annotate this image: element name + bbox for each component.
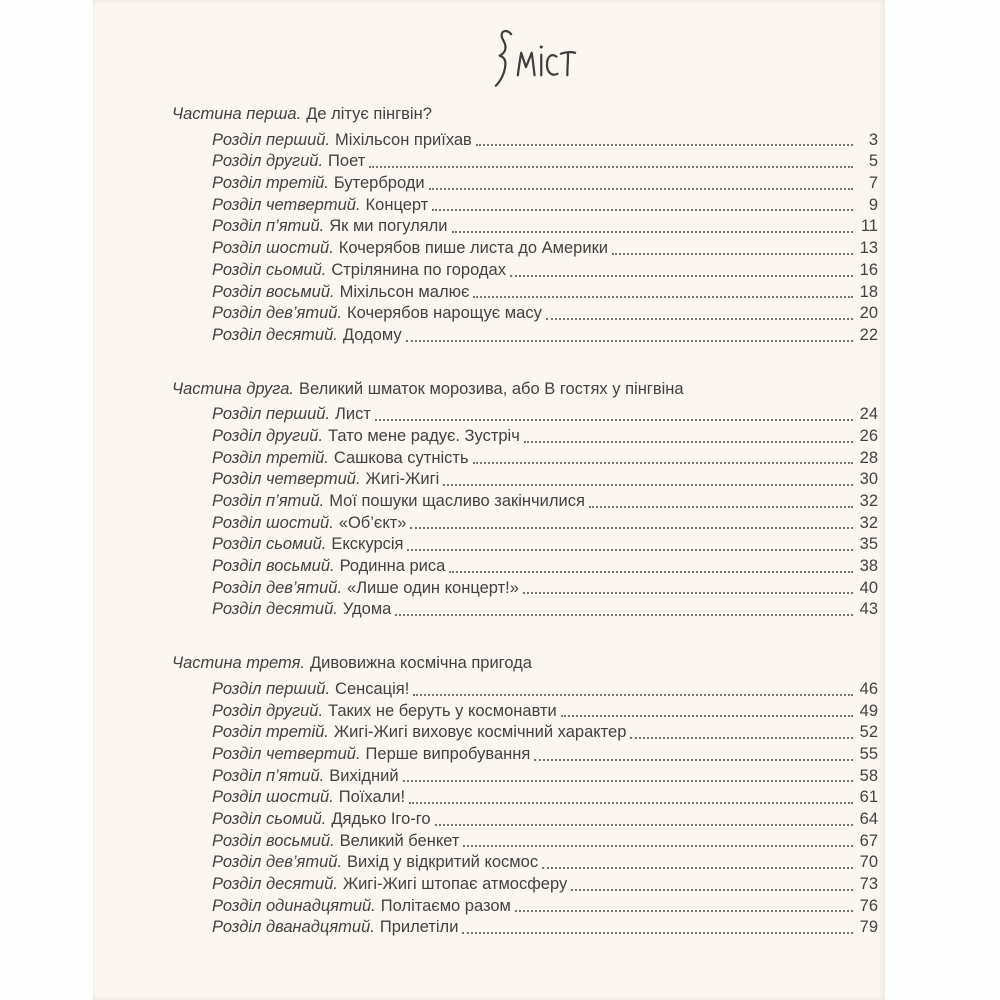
toc-content xyxy=(93,26,885,939)
toc-entry xyxy=(212,325,878,347)
part-label: Частина перша. xyxy=(172,105,302,123)
toc-entry xyxy=(212,491,878,513)
dot-leader xyxy=(589,506,853,508)
chapter-label: Розділ перший. xyxy=(212,130,331,149)
part-heading xyxy=(172,379,878,401)
toc-entry xyxy=(212,469,878,491)
page-number: 52 xyxy=(859,723,878,742)
page-number: 79 xyxy=(859,918,878,937)
toc-entry xyxy=(212,874,878,896)
toc-entry xyxy=(212,599,878,621)
page-number: 28 xyxy=(859,448,878,467)
page-title-text xyxy=(482,26,483,27)
chapter-label: Розділ п’ятий. xyxy=(212,217,325,236)
page-number: 30 xyxy=(859,470,878,489)
book-page xyxy=(93,0,885,1000)
toc-entry xyxy=(212,260,878,282)
dot-leader xyxy=(449,571,853,573)
toc-entry xyxy=(212,534,878,556)
chapter-label: Розділ дев’ятий. xyxy=(212,578,343,597)
dot-leader xyxy=(476,144,853,146)
dot-leader xyxy=(452,231,853,233)
toc-entry xyxy=(212,896,878,918)
toc-entry xyxy=(212,744,878,766)
chapter-label: Розділ четвертий. xyxy=(212,744,361,763)
chapter-title: Жигі-Жигі виховує космічний характер xyxy=(333,723,627,742)
chapter-label: Розділ шостий. xyxy=(212,513,334,532)
page-number: 76 xyxy=(859,896,878,915)
toc-entry xyxy=(212,426,878,448)
toc-entry xyxy=(212,679,878,701)
toc-entry xyxy=(212,701,878,723)
dot-leader xyxy=(429,188,853,190)
chapter-title: Поет xyxy=(328,152,366,171)
toc-entry xyxy=(212,151,878,173)
page-number: 73 xyxy=(859,875,878,894)
chapter-label: Розділ п’ятий. xyxy=(212,766,325,785)
toc-entry xyxy=(212,173,878,195)
dot-leader xyxy=(406,340,853,342)
chapter-title: Міхільсон приїхав xyxy=(335,130,472,149)
toc-entry xyxy=(212,722,878,744)
title-lettering-icon xyxy=(493,26,579,92)
chapter-title: Родинна риса xyxy=(339,557,446,576)
toc-part xyxy=(172,104,878,347)
page-number: 49 xyxy=(859,701,878,720)
part-heading xyxy=(172,104,878,126)
part-label: Частина третя. xyxy=(172,654,305,673)
dot-leader xyxy=(462,932,853,934)
chapter-label: Розділ десятий. xyxy=(212,875,338,894)
dot-leader xyxy=(515,910,853,912)
page-number: 32 xyxy=(859,492,878,511)
toc-entry xyxy=(212,809,878,831)
page-number: 38 xyxy=(859,557,878,576)
toc-entry xyxy=(212,282,878,304)
toc-entry xyxy=(212,303,878,325)
chapter-title: Дядько Іго-го xyxy=(331,809,431,828)
page-number: 24 xyxy=(859,405,878,424)
dot-leader xyxy=(510,275,853,277)
toc-entry xyxy=(212,130,878,152)
chapter-title: Жигі-Жигі xyxy=(365,470,440,489)
chapter-title: Поїхали! xyxy=(338,788,406,807)
chapter-title: Як ми погуляли xyxy=(329,217,448,236)
toc-entry xyxy=(212,238,878,260)
toc-entry xyxy=(212,831,878,853)
chapter-label: Розділ другий. xyxy=(212,701,324,720)
dot-leader xyxy=(571,889,853,891)
chapter-title: Екскурсія xyxy=(331,535,404,554)
chapter-label: Розділ третій. xyxy=(212,723,329,742)
dot-leader xyxy=(463,845,853,847)
chapter-label: Розділ третій. xyxy=(212,448,329,467)
chapter-list xyxy=(172,130,878,347)
dot-leader xyxy=(403,780,853,782)
chapter-label: Розділ другий. xyxy=(212,426,324,445)
chapter-label: Розділ шостий. xyxy=(212,239,334,258)
chapter-label: Розділ п’ятий. xyxy=(212,492,325,511)
page-number: 64 xyxy=(859,809,878,828)
chapter-title: Лист xyxy=(335,405,371,424)
chapter-title: Концерт xyxy=(365,195,429,214)
chapter-title: Додому xyxy=(342,325,402,344)
page-number: 35 xyxy=(859,535,878,554)
dot-leader xyxy=(523,592,853,594)
toc-entry xyxy=(212,216,878,238)
chapter-label: Розділ дванадцятий. xyxy=(212,918,375,937)
dot-leader xyxy=(407,549,853,551)
dot-leader xyxy=(546,318,853,320)
chapter-label: Розділ восьмий. xyxy=(212,282,335,301)
toc-entry xyxy=(212,852,878,874)
chapter-list xyxy=(172,404,878,621)
dot-leader xyxy=(443,484,853,486)
chapter-title: Сенсація! xyxy=(335,679,410,698)
dot-leader xyxy=(413,694,853,696)
page-number: 40 xyxy=(859,578,878,597)
page-number: 18 xyxy=(859,282,878,301)
page-number: 11 xyxy=(860,217,878,236)
page-number: 43 xyxy=(859,600,878,619)
toc-entry xyxy=(212,195,878,217)
part-title: Де літує пінгвін? xyxy=(306,105,432,123)
chapter-label: Розділ другий. xyxy=(212,152,324,171)
page-number: 61 xyxy=(859,788,878,807)
page-number: 7 xyxy=(868,174,878,193)
dot-leader xyxy=(612,253,853,255)
chapter-label: Розділ восьмий. xyxy=(212,831,335,850)
chapter-title: Таких не беруть у космонавти xyxy=(328,701,557,720)
chapter-title: Вихід у відкритий космос xyxy=(347,853,539,872)
chapter-label: Розділ сьомий. xyxy=(212,535,327,554)
chapter-title: Удома xyxy=(342,600,392,619)
chapter-label: Розділ четвертий. xyxy=(212,470,361,489)
page-number: 22 xyxy=(859,325,878,344)
dot-leader xyxy=(561,715,853,717)
chapter-title: Вихідний xyxy=(329,766,399,785)
toc-entry xyxy=(212,404,878,426)
chapter-label: Розділ перший. xyxy=(212,405,331,424)
chapter-label: Розділ дев’ятий. xyxy=(212,304,343,323)
toc-entry xyxy=(212,917,878,939)
dot-leader xyxy=(473,462,853,464)
chapter-title: «Лише один концерт!» xyxy=(347,578,519,597)
chapter-list xyxy=(172,679,878,939)
dot-leader xyxy=(542,867,853,869)
page-number: 5 xyxy=(868,152,878,171)
dot-leader xyxy=(409,802,853,804)
chapter-title: Міхільсон малює xyxy=(339,282,470,301)
toc-entry xyxy=(212,766,878,788)
chapter-title: Прилетіли xyxy=(379,918,459,937)
chapter-title: «Об’єкт» xyxy=(338,513,407,532)
dot-leader xyxy=(524,441,853,443)
toc-parts xyxy=(172,104,878,939)
chapter-label: Розділ дев’ятий. xyxy=(212,853,343,872)
part-heading xyxy=(172,653,878,675)
chapter-label: Розділ десятий. xyxy=(212,600,338,619)
chapter-title: Мої пошуки щасливо закінчилися xyxy=(329,492,585,511)
chapter-label: Розділ перший. xyxy=(212,679,331,698)
toc-part xyxy=(172,653,878,939)
toc-entry xyxy=(212,578,878,600)
page-number: 9 xyxy=(868,195,878,214)
page-number: 26 xyxy=(859,426,878,445)
page-number: 70 xyxy=(859,853,878,872)
chapter-label: Розділ одинадцятий. xyxy=(212,896,376,915)
chapter-title: Кочерябов пише листа до Америки xyxy=(338,239,609,258)
dot-leader xyxy=(375,419,853,421)
chapter-title: Бутерброди xyxy=(333,174,425,193)
chapter-title: Кочерябов нарощує масу xyxy=(347,304,542,323)
page-number: 32 xyxy=(859,513,878,532)
chapter-label: Розділ восьмий. xyxy=(212,557,335,576)
dot-leader xyxy=(473,296,853,298)
page-number: 3 xyxy=(868,130,878,149)
dot-leader xyxy=(630,737,853,739)
toc-part xyxy=(172,379,878,622)
part-title: Дивовижна космічна пригода xyxy=(309,654,532,673)
page-number: 67 xyxy=(859,831,878,850)
page-number: 55 xyxy=(859,744,878,763)
page-number: 13 xyxy=(859,239,878,258)
part-label: Частина друга. xyxy=(172,379,295,398)
page-number: 46 xyxy=(859,679,878,698)
chapter-title: Тато мене радує. Зустріч xyxy=(328,426,520,445)
dot-leader xyxy=(534,759,853,761)
page-number: 16 xyxy=(859,260,878,279)
dot-leader xyxy=(432,209,853,211)
dot-leader xyxy=(369,166,853,168)
page-number: 58 xyxy=(859,766,878,785)
chapter-title: Стрілянина по городах xyxy=(331,260,506,279)
chapter-title: Жигі-Жигі штопає атмосферу xyxy=(342,875,568,894)
dot-leader xyxy=(395,614,853,616)
toc-entry xyxy=(212,448,878,470)
dot-leader xyxy=(435,824,853,826)
chapter-title: Великий бенкет xyxy=(339,831,460,850)
chapter-title: Сашкова сутність xyxy=(333,448,469,467)
page-title xyxy=(172,26,878,96)
chapter-label: Розділ третій. xyxy=(212,174,329,193)
chapter-label: Розділ десятий. xyxy=(212,325,338,344)
page-number: 20 xyxy=(859,304,878,323)
toc-entry xyxy=(212,556,878,578)
chapter-label: Розділ шостий. xyxy=(212,788,334,807)
toc-entry xyxy=(212,513,878,535)
chapter-title: Політаємо разом xyxy=(380,896,511,915)
part-title: Великий шматок морозива, або В гостях у пінгвіна xyxy=(299,379,684,398)
chapter-label: Розділ сьомий. xyxy=(212,809,327,828)
toc-entry xyxy=(212,787,878,809)
chapter-label: Розділ сьомий. xyxy=(212,260,327,279)
chapter-title: Перше випробування xyxy=(365,744,531,763)
chapter-label: Розділ четвертий. xyxy=(212,195,361,214)
dot-leader xyxy=(410,527,853,529)
